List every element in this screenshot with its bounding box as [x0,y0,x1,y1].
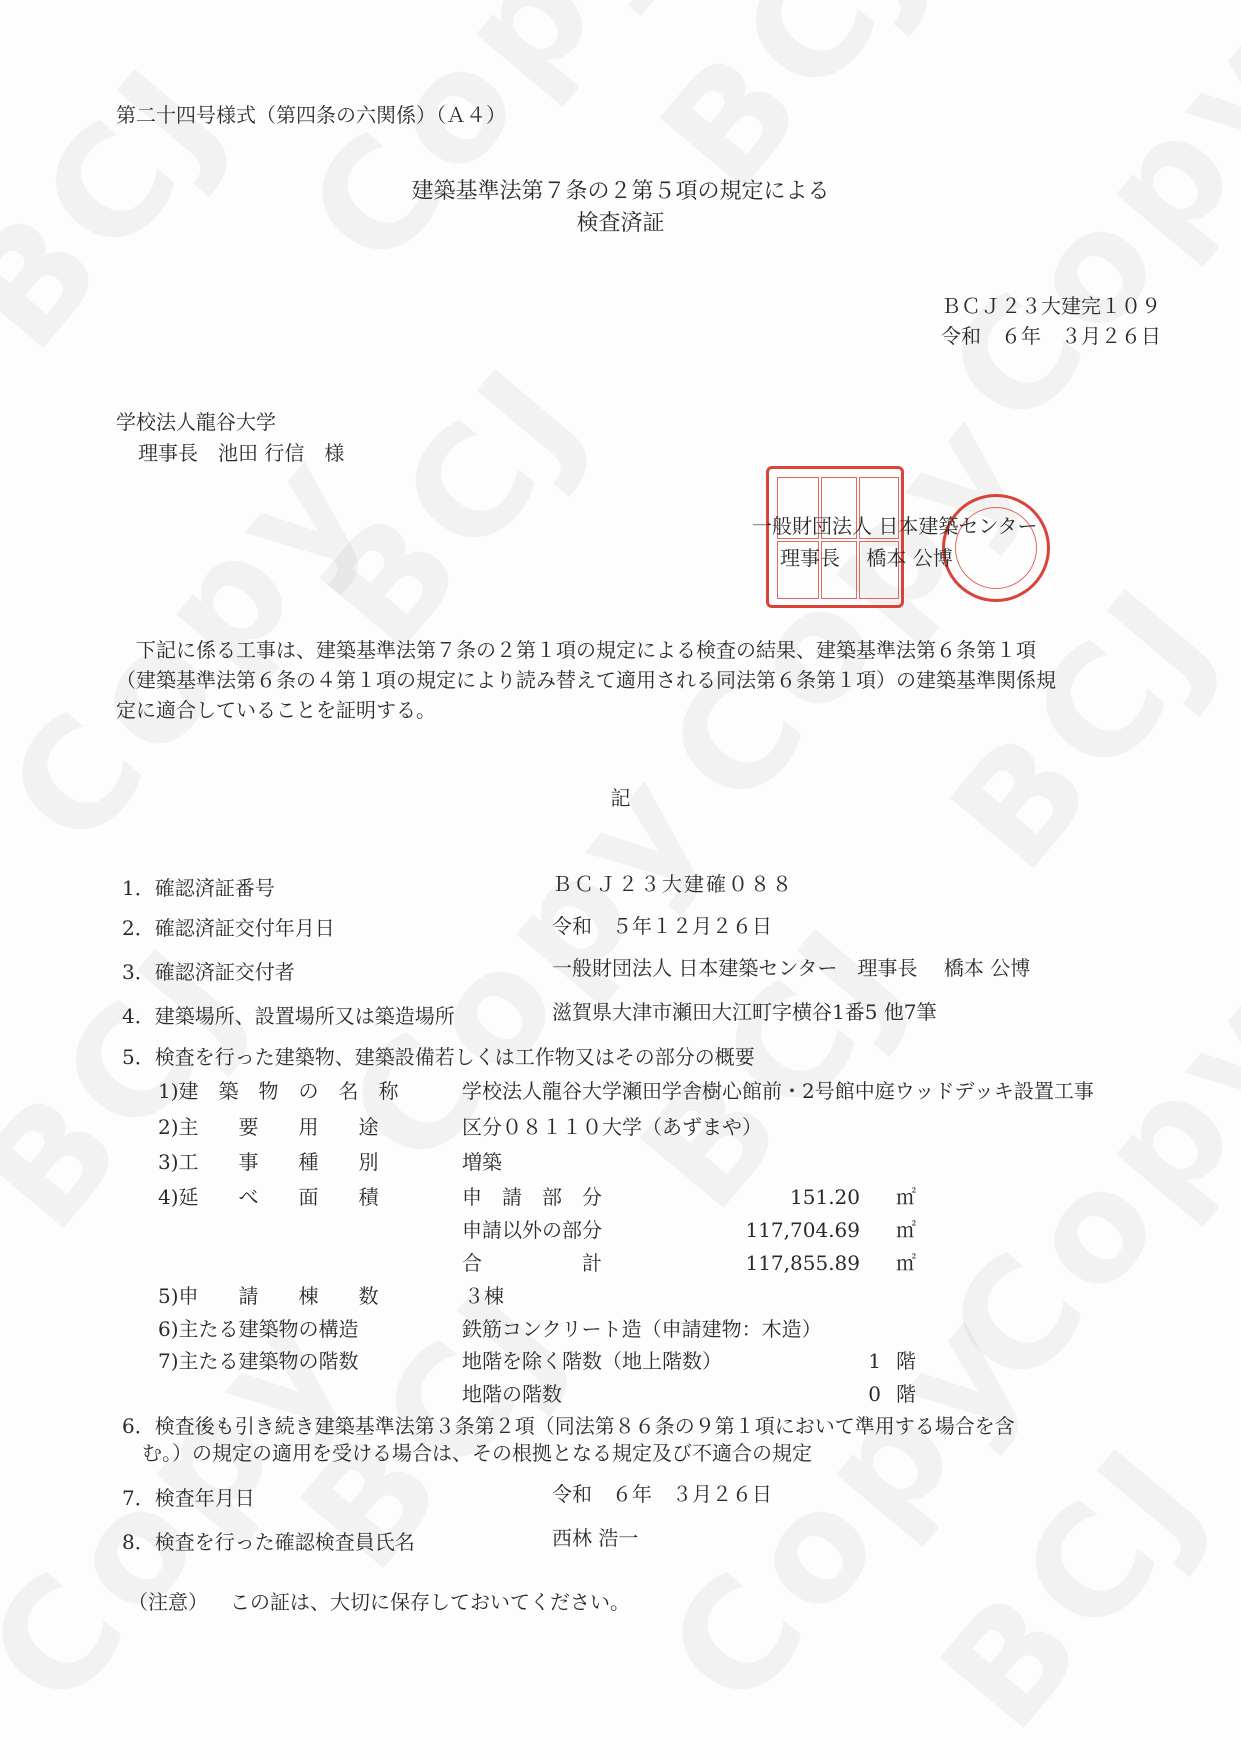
issuer-person: 理事長 橋本 公博 [780,546,953,570]
sub-buildings-value: ３棟 [464,1284,504,1308]
addressee-person: 理事長 池田 行信 様 [138,441,345,465]
issue-date: 令和 ６年 ３月２６日 [941,324,1161,348]
item-6-line2: む。）の規定の適用を受ける場合は、その根拠となる規定及び不適合の規定 [142,1441,812,1465]
note-text: この証は、大切に保存しておいてください。 [230,1590,630,1614]
certificate-number: ＢＣＪ２３大建完１０９ [941,294,1161,318]
floor-area-applied-unit: ㎡ [896,1185,916,1209]
stories-above-unit: 階 [896,1349,916,1373]
issuer-organization: 一般財団法人 日本建築センター [752,514,1038,538]
floor-area-applied-label: 申 請 部 分 [462,1185,602,1209]
item-5-label: 5．検査を行った建築物、建築設備若しくは工作物又はその部分の概要 [122,1045,755,1069]
floor-area-applied-value: 151.20 [790,1185,860,1209]
ki-heading: 記 [610,786,631,810]
floor-area-total-value: 117,855.89 [745,1251,860,1275]
item-8-value: 西林 浩一 [552,1526,639,1550]
stories-below-label: 地階の階数 [462,1382,562,1406]
addressee-organization: 学校法人龍谷大学 [116,410,276,434]
sub-structure-value: 鉄筋コンクリート造（申請建物：木造） [462,1317,822,1341]
item-4-value: 滋賀県大津市瀬田大江町字横谷1番5 他7筆 [552,1000,937,1024]
item-2-label: 2．確認済証交付年月日 [122,916,335,940]
item-1-value: ＢＣＪ２３大建確０８８ [552,872,794,896]
item-7-value: 令和 ６年 ３月２６日 [552,1482,772,1506]
title-line1: 建築基準法第７条の２第５項の規定による [411,179,830,204]
stories-below-unit: 階 [896,1382,916,1406]
floor-area-total-unit: ㎡ [896,1251,916,1275]
sub-stories-label: 7)主たる建築物の階数 [158,1349,359,1373]
body-text-line1: 下記に係る工事は、建築基準法第７条の２第１項の規定による検査の結果、建築基準法第６条第１項 [136,638,1036,662]
item-3-label: 3．確認済証交付者 [122,960,295,984]
item-7-label: 7．検査年月日 [122,1486,255,1510]
sub-work-label: 3)工 事 種 別 [158,1150,379,1174]
body-text-line2: （建築基準法第６条の４第１項の規定により読み替えて適用される同法第６条第１項）の建築基準関係規 [116,668,1056,692]
stories-above-value: 1 [868,1349,881,1373]
sub-name-value: 学校法人龍谷大学瀬田学舎樹心館前・2号館中庭ウッドデッキ設置工事 [462,1079,1094,1103]
item-3-value: 一般財団法人 日本建築センター 理事長 橋本 公博 [552,956,1031,980]
sub-name-label: 1)建 築 物 の 名 称 [158,1079,399,1103]
stories-above-label: 地階を除く階数（地上階数） [462,1349,722,1373]
item-6-line1: 6．検査後も引き続き建築基準法第３条第２項（同法第８６条の９第１項において準用する場合を含 [122,1414,1015,1438]
form-header: 第二十四号様式（第四条の六関係）（Ａ４） [116,103,506,127]
floor-area-total-label: 合 計 [462,1251,602,1275]
sub-use-value: 区分０８１１０大学（あずまや） [462,1115,762,1139]
item-2-value: 令和 ５年１２月２６日 [552,914,772,938]
sub-work-value: 増築 [462,1150,502,1174]
body-text-line3: 定に適合していることを証明する。 [116,698,436,722]
floor-area-other-unit: ㎡ [896,1218,916,1242]
floor-area-other-label: 申請以外の部分 [462,1218,602,1242]
item-8-label: 8．検査を行った確認検査員氏名 [122,1530,415,1554]
sub-buildings-label: 5)申 請 棟 数 [158,1284,379,1308]
sub-structure-label: 6)主たる建築物の構造 [158,1317,359,1341]
floor-area-other-value: 117,704.69 [745,1218,860,1242]
sub-use-label: 2)主 要 用 途 [158,1115,379,1139]
representative-seal [942,494,1050,602]
sub-floor-area-label: 4)延 べ 面 積 [158,1185,379,1209]
note-label: （注意） [128,1590,208,1614]
item-1-label: 1．確認済証番号 [122,876,275,900]
title-line2: 検査済証 [576,211,665,236]
item-4-label: 4．建築場所、設置場所又は築造場所 [122,1004,455,1028]
stories-below-value: 0 [868,1382,881,1406]
